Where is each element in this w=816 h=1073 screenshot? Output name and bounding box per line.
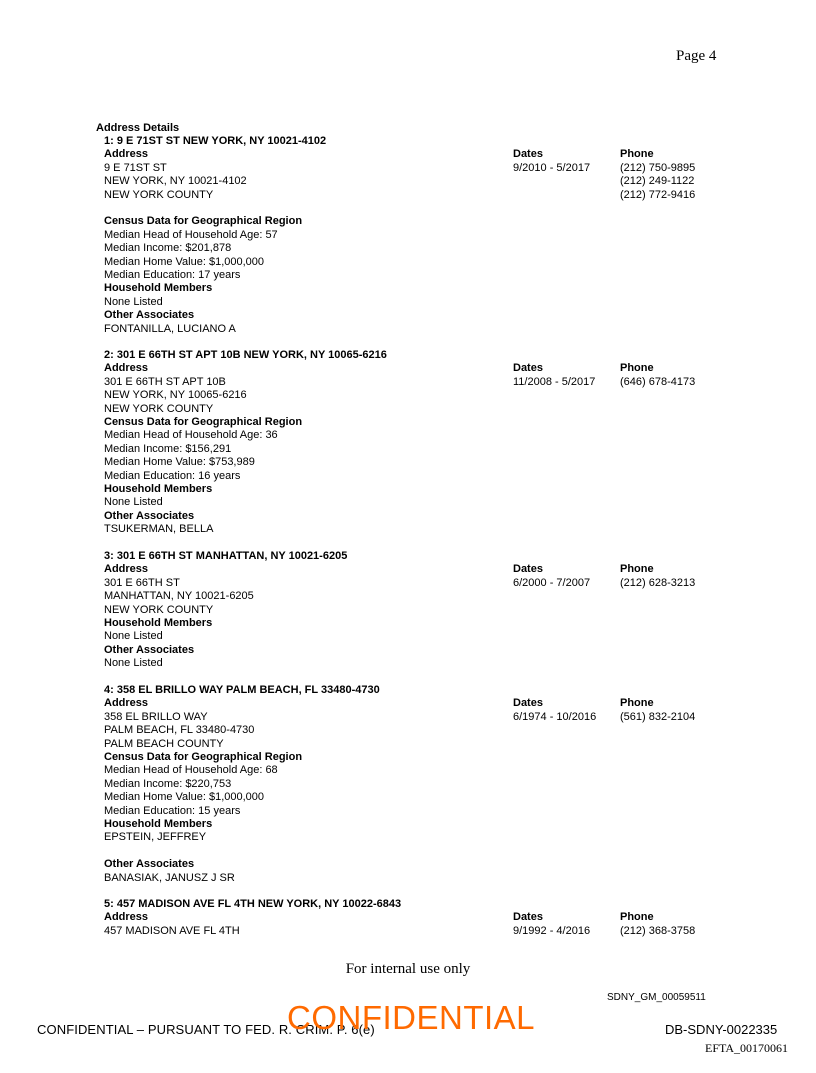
- phone-column: [620, 911, 695, 938]
- record-heading: 5: 457 MADISON AVE FL 4TH NEW YORK, NY 10022-6843: [104, 898, 402, 910]
- address-line: NEW YORK, NY 10021-4102: [104, 175, 247, 188]
- phone-value: (561) 832-2104: [620, 710, 696, 723]
- section-title: Address Details: [96, 122, 180, 134]
- address-line: 9 E 71ST ST: [104, 161, 167, 174]
- dates-column: [513, 362, 595, 389]
- address-record: [104, 550, 724, 671]
- internal-use-note: For internal use only: [345, 961, 471, 977]
- dates-label: Dates: [513, 362, 543, 375]
- census-line: Median Education: 16 years: [104, 469, 241, 482]
- associate: FONTANILLA, LUCIANO A: [104, 322, 236, 335]
- phone-value: (646) 678-4173: [620, 375, 696, 388]
- household-label: Household Members: [104, 818, 213, 831]
- dates-column: [513, 563, 590, 590]
- census-label: Census Data for Geographical Region: [104, 215, 303, 228]
- phone-value: (212) 368-3758: [620, 924, 696, 937]
- record-heading: 4: 358 EL BRILLO WAY PALM BEACH, FL 33480-4730: [104, 684, 380, 696]
- address-line: 301 E 66TH ST: [104, 576, 180, 589]
- dates-label: Dates: [513, 148, 543, 161]
- address-record: [104, 135, 724, 336]
- dates-column: [513, 148, 590, 175]
- address-label: Address: [104, 911, 149, 924]
- associates-label: Other Associates: [104, 858, 195, 871]
- associate: TSUKERMAN, BELLA: [104, 523, 214, 536]
- household-member: EPSTEIN, JEFFREY: [104, 831, 207, 844]
- address-label: Address: [104, 148, 149, 161]
- record-heading: 1: 9 E 71ST ST NEW YORK, NY 10021-4102: [104, 135, 327, 147]
- census-label: Census Data for Geographical Region: [104, 416, 303, 429]
- household-member: None Listed: [104, 496, 163, 509]
- address-line: NEW YORK COUNTY: [104, 188, 214, 201]
- phone-value: (212) 772-9416: [620, 188, 696, 201]
- phone-label: Phone: [620, 697, 654, 710]
- dates-label: Dates: [513, 563, 543, 576]
- census-line: Median Income: $220,753: [104, 777, 232, 790]
- household-label: Household Members: [104, 617, 213, 630]
- phone-column: [620, 697, 695, 724]
- address-label: Address: [104, 697, 149, 710]
- phone-label: Phone: [620, 911, 654, 924]
- phone-column: [620, 362, 695, 389]
- census-line: Median Head of Household Age: 57: [104, 228, 278, 241]
- address-label: Address: [104, 563, 149, 576]
- census-line: Median Income: $156,291: [104, 442, 232, 455]
- associates-label: Other Associates: [104, 309, 195, 322]
- record-heading: 3: 301 E 66TH ST MANHATTAN, NY 10021-6205: [104, 550, 348, 562]
- household-member: None Listed: [104, 630, 163, 643]
- address-line: NEW YORK COUNTY: [104, 603, 214, 616]
- record-heading: 2: 301 E 66TH ST APT 10B NEW YORK, NY 10065-6216: [104, 349, 387, 361]
- confidential-stamp: CONFIDENTIAL: [287, 999, 536, 1036]
- dates-column: [513, 911, 590, 938]
- address-line: NEW YORK, NY 10065-6216: [104, 389, 247, 402]
- census-line: Median Head of Household Age: 36: [104, 429, 278, 442]
- bates-number-db: DB-SDNY-0022335: [665, 1022, 778, 1037]
- household-member: None Listed: [104, 295, 163, 308]
- associate: None Listed: [104, 657, 163, 670]
- phone-column: [620, 148, 695, 202]
- efta-number: EFTA_00170061: [705, 1041, 789, 1055]
- address-line: 457 MADISON AVE FL 4TH: [104, 924, 240, 937]
- dates-value: 9/1992 - 4/2016: [513, 924, 591, 937]
- phone-value: (212) 750-9895: [620, 161, 696, 174]
- address-line: NEW YORK COUNTY: [104, 402, 214, 415]
- census-line: Median Income: $201,878: [104, 242, 232, 255]
- household-label: Household Members: [104, 282, 213, 295]
- dates-label: Dates: [513, 697, 543, 710]
- address-line: PALM BEACH, FL 33480-4730: [104, 724, 255, 737]
- census-label: Census Data for Geographical Region: [104, 751, 303, 764]
- dates-value: 6/2000 - 7/2007: [513, 576, 591, 589]
- associates-label: Other Associates: [104, 643, 195, 656]
- address-record: [104, 898, 724, 938]
- dates-value: 9/2010 - 5/2017: [513, 161, 591, 174]
- dates-label: Dates: [513, 911, 543, 924]
- bates-number-gm: SDNY_GM_00059511: [607, 992, 706, 1003]
- census-line: Median Education: 17 years: [104, 269, 241, 282]
- phone-label: Phone: [620, 563, 654, 576]
- census-line: Median Home Value: $1,000,000: [104, 791, 265, 804]
- phone-label: Phone: [620, 148, 654, 161]
- address-record: [104, 349, 724, 537]
- household-label: Household Members: [104, 483, 213, 496]
- dates-value: 11/2008 - 5/2017: [513, 375, 596, 388]
- address-record: [104, 684, 724, 885]
- page-number: Page 4: [676, 48, 717, 64]
- dates-value: 6/1974 - 10/2016: [513, 710, 597, 723]
- confidential-notice: CONFIDENTIAL – PURSUANT TO FED. R. CRIM. P. 6(e): [37, 1022, 375, 1037]
- phone-label: Phone: [620, 362, 654, 375]
- address-line: 301 E 66TH ST APT 10B: [104, 375, 226, 388]
- census-line: Median Education: 15 years: [104, 804, 241, 817]
- census-line: Median Home Value: $1,000,000: [104, 255, 265, 268]
- dates-column: [513, 697, 596, 724]
- phone-value: (212) 249-1122: [620, 175, 695, 188]
- address-line: 358 EL BRILLO WAY: [104, 710, 208, 723]
- phone-value: (212) 628-3213: [620, 576, 696, 589]
- address-line: PALM BEACH COUNTY: [104, 737, 224, 750]
- address-line: MANHATTAN, NY 10021-6205: [104, 590, 254, 603]
- phone-column: [620, 563, 695, 590]
- associate: BANASIAK, JANUSZ J SR: [104, 871, 235, 884]
- census-line: Median Head of Household Age: 68: [104, 764, 278, 777]
- address-label: Address: [104, 362, 149, 375]
- census-line: Median Home Value: $753,989: [104, 456, 255, 469]
- associates-label: Other Associates: [104, 509, 195, 522]
